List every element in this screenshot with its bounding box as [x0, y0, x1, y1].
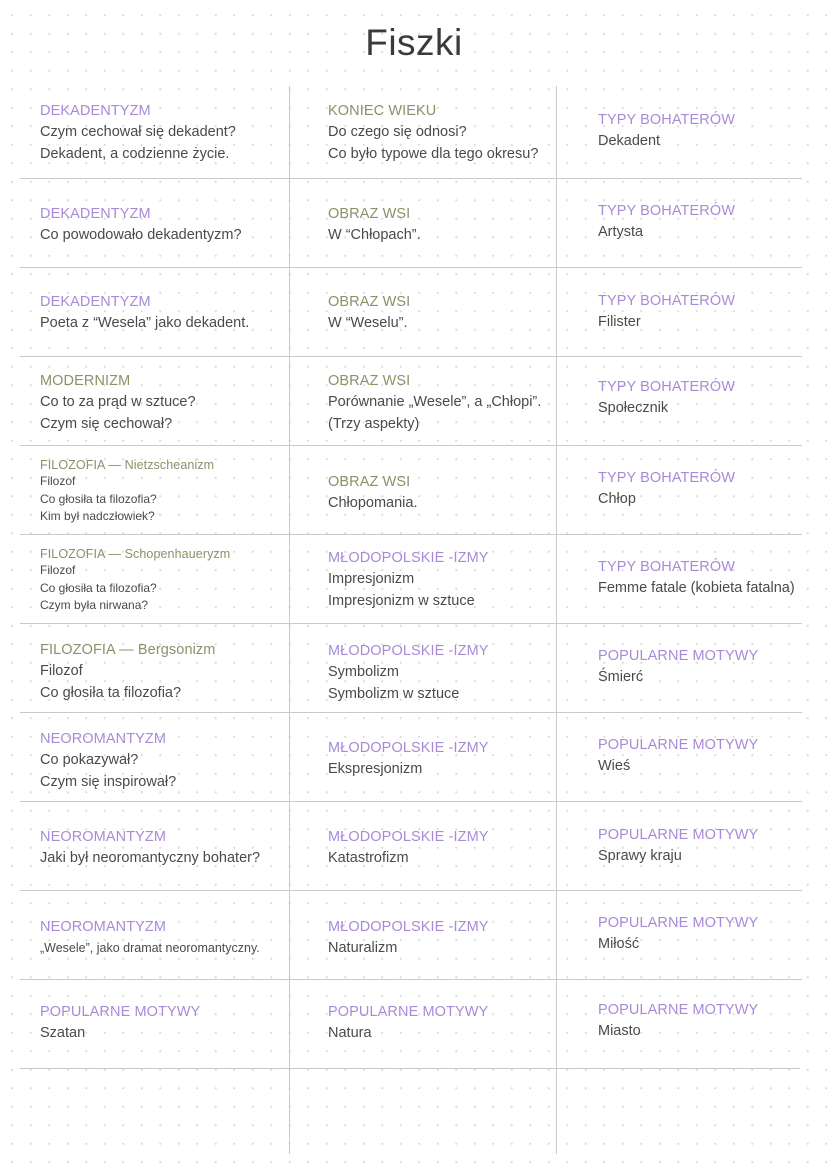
category-label: POPULARNE MOTYWY: [328, 1004, 489, 1020]
flashcard-question: Sprawy kraju: [598, 848, 682, 864]
row-divider: [20, 534, 802, 535]
flashcard-question: Co było typowe dla tego okresu?: [328, 146, 539, 162]
flashcard-category: [40, 204, 290, 224]
column-divider: [556, 86, 557, 1154]
flashcard[interactable]: [598, 646, 828, 688]
row-divider: [20, 623, 802, 624]
flashcard-question: Filozof: [40, 563, 76, 577]
subcategory-label: — Bergsonizm: [119, 642, 216, 658]
flashcard-question: W “Weselu”.: [328, 315, 408, 331]
flashcard-question: Naturalizm: [328, 940, 398, 956]
category-label: POPULARNE MOTYWY: [598, 827, 759, 843]
flashcard-question: Artysta: [598, 224, 644, 240]
flashcard[interactable]: [328, 101, 578, 165]
flashcard[interactable]: [598, 735, 828, 777]
flashcard-category: [598, 825, 828, 845]
flashcard[interactable]: [40, 917, 290, 959]
flashcard[interactable]: [598, 913, 828, 955]
category-label: POPULARNE MOTYWY: [598, 648, 759, 664]
category-label: NEOROMANTYZM: [40, 919, 167, 935]
flashcard[interactable]: [40, 371, 290, 435]
flashcard-category: [328, 472, 578, 492]
column-divider: [289, 86, 290, 1154]
category-label: TYPY BOHATERÓW: [598, 203, 736, 219]
flashcard[interactable]: [598, 291, 828, 333]
subcategory-label: — Nietzscheanizm: [108, 458, 215, 472]
flashcard[interactable]: [598, 468, 828, 510]
flashcard-question: Ekspresjonizm: [328, 761, 423, 777]
flashcard-question: Co głosiła ta filozofia?: [40, 685, 182, 701]
flashcard-question: Symbolizm w sztuce: [328, 686, 460, 702]
flashcard[interactable]: [40, 101, 290, 165]
flashcard-question: Śmierć: [598, 669, 644, 685]
flashcard-question: Czym była nirwana?: [40, 598, 149, 612]
row-divider: [20, 801, 802, 802]
flashcard-category: [328, 641, 578, 661]
flashcard[interactable]: [328, 292, 578, 334]
flashcard-category: [40, 292, 290, 312]
category-label: DEKADENTYZM: [40, 206, 151, 222]
flashcard-category: [40, 371, 290, 391]
flashcard-category: [40, 729, 290, 749]
flashcard[interactable]: [40, 640, 290, 704]
category-label: TYPY BOHATERÓW: [598, 470, 736, 486]
flashcard-category: [328, 204, 578, 224]
flashcard[interactable]: [40, 729, 290, 793]
category-label: TYPY BOHATERÓW: [598, 559, 736, 575]
flashcard-question: „Wesele”, jako dramat neoromantyczny.: [40, 941, 260, 955]
category-label: OBRAZ WSI: [328, 474, 411, 490]
flashcard-question: Filozof: [40, 474, 76, 488]
flashcard[interactable]: [40, 1002, 290, 1044]
flashcard-category: [328, 548, 578, 568]
flashcard-category: [40, 546, 290, 562]
flashcard-question: Co pokazywał?: [40, 752, 139, 768]
flashcard[interactable]: [598, 825, 828, 867]
flashcard-question: Miasto: [598, 1023, 641, 1039]
category-label: POPULARNE MOTYWY: [40, 1004, 201, 1020]
flashcard-question: Do czego się odnosi?: [328, 124, 467, 140]
row-divider: [20, 1068, 800, 1069]
category-label: NEOROMANTYZM: [40, 829, 167, 845]
page-title: Fiszki: [365, 22, 463, 63]
flashcard[interactable]: [40, 546, 290, 615]
subcategory-label: — Schopenhaueryzm: [108, 547, 231, 561]
flashcard[interactable]: [598, 110, 828, 152]
flashcard-category: [598, 913, 828, 933]
flashcard-question: Porównanie „Wesele”, a „Chłopi”.: [328, 394, 542, 410]
category-label: MODERNIZM: [40, 373, 131, 389]
flashcard-category: [598, 557, 828, 577]
category-label: OBRAZ WSI: [328, 373, 411, 389]
flashcard-question: Poeta z “Wesela” jako dekadent.: [40, 315, 250, 331]
flashcard-category: [40, 101, 290, 121]
flashcard-question: Dekadent: [598, 133, 661, 149]
flashcard[interactable]: [40, 827, 290, 869]
flashcard-category: [598, 110, 828, 130]
flashcard-question: Co to za prąd w sztuce?: [40, 394, 196, 410]
category-label: OBRAZ WSI: [328, 294, 411, 310]
flashcard-question: Czym się cechował?: [40, 416, 173, 432]
flashcard-question: Filister: [598, 314, 641, 330]
category-label: POPULARNE MOTYWY: [598, 1002, 759, 1018]
flashcard-question: Femme fatale (kobieta fatalna): [598, 580, 795, 596]
category-label: OBRAZ WSI: [328, 206, 411, 222]
flashcard[interactable]: [40, 292, 290, 334]
flashcard-question: Wieś: [598, 758, 631, 774]
flashcard[interactable]: [598, 377, 828, 419]
row-divider: [20, 445, 802, 446]
flashcard-question: Katastrofizm: [328, 850, 409, 866]
flashcard-question: Symbolizm: [328, 664, 399, 680]
flashcard-category: [328, 101, 578, 121]
category-label: DEKADENTYZM: [40, 103, 151, 119]
flashcard-category: [328, 917, 578, 937]
row-divider: [20, 267, 802, 268]
flashcard[interactable]: [328, 827, 578, 869]
flashcard[interactable]: [328, 917, 578, 959]
flashcard-category: [598, 1000, 828, 1020]
flashcard-category: [598, 201, 828, 221]
category-label: DEKADENTYZM: [40, 294, 151, 310]
category-label: FILOZOFIA: [40, 458, 105, 472]
flashcard-category: [40, 917, 290, 937]
flashcard-question: Jaki był neoromantyczny bohater?: [40, 850, 261, 866]
category-label: TYPY BOHATERÓW: [598, 293, 736, 309]
row-divider: [20, 890, 802, 891]
flashcard-question: Czym cechował się dekadent?: [40, 124, 236, 140]
flashcard-question: Szatan: [40, 1025, 86, 1041]
flashcard[interactable]: [328, 548, 578, 612]
category-label: TYPY BOHATERÓW: [598, 379, 736, 395]
flashcard-category: [328, 738, 578, 758]
flashcard[interactable]: [328, 371, 578, 435]
flashcard-question: Społecznik: [598, 400, 669, 416]
flashcard[interactable]: [598, 557, 828, 599]
flashcard-category: [40, 640, 290, 660]
flashcard[interactable]: [328, 641, 578, 705]
flashcard[interactable]: [328, 472, 578, 514]
flashcard-category: [328, 371, 578, 391]
flashcard[interactable]: [598, 1000, 828, 1042]
flashcard-category: [40, 827, 290, 847]
flashcard-category: [328, 292, 578, 312]
category-label: FILOZOFIA: [40, 547, 105, 561]
category-label: MŁODOPOLSKIE -IZMY: [328, 919, 489, 935]
flashcard-category: [40, 1002, 290, 1022]
flashcard-question: Dekadent, a codzienne życie.: [40, 146, 230, 162]
category-label: POPULARNE MOTYWY: [598, 915, 759, 931]
flashcard-category: [40, 457, 290, 473]
flashcard-category: [598, 377, 828, 397]
flashcard-category: [598, 735, 828, 755]
flashcard-question: Czym się inspirował?: [40, 774, 177, 790]
flashcard-question: Impresjonizm: [328, 571, 415, 587]
row-divider: [20, 356, 802, 357]
category-label: POPULARNE MOTYWY: [598, 737, 759, 753]
flashcard-category: [598, 291, 828, 311]
category-label: MŁODOPOLSKIE -IZMY: [328, 643, 489, 659]
flashcard[interactable]: [40, 457, 290, 526]
category-label: FILOZOFIA: [40, 642, 116, 658]
flashcard-category: [328, 1002, 578, 1022]
flashcard-question: (Trzy aspekty): [328, 416, 420, 432]
flashcard-question: Natura: [328, 1025, 372, 1041]
row-divider: [20, 979, 802, 980]
category-label: MŁODOPOLSKIE -IZMY: [328, 740, 489, 756]
category-label: NEOROMANTYZM: [40, 731, 167, 747]
flashcard-question: Co głosiła ta filozofia?: [40, 580, 157, 595]
category-label: KONIEC WIEKU: [328, 103, 437, 119]
flashcard-category: [598, 646, 828, 666]
flashcard-category: [598, 468, 828, 488]
flashcard[interactable]: [328, 1002, 578, 1044]
flashcard-category: [328, 827, 578, 847]
flashcard-question: Co głosiła ta filozofia?: [40, 491, 157, 506]
flashcard-question: Filozof: [40, 663, 83, 679]
flashcard-question: Co powodowało dekadentyzm?: [40, 227, 242, 243]
flashcard-question: Chłopomania.: [328, 495, 418, 511]
row-divider: [20, 712, 802, 713]
flashcard[interactable]: [328, 738, 578, 780]
flashcard-question: Impresjonizm w sztuce: [328, 593, 475, 609]
category-label: MŁODOPOLSKIE -IZMY: [328, 550, 489, 566]
flashcard[interactable]: [598, 201, 828, 243]
flashcard-question: W “Chłopach”.: [328, 227, 421, 243]
flashcard[interactable]: [40, 204, 290, 246]
category-label: MŁODOPOLSKIE -IZMY: [328, 829, 489, 845]
category-label: TYPY BOHATERÓW: [598, 112, 736, 128]
row-divider: [20, 178, 802, 179]
flashcard[interactable]: [328, 204, 578, 246]
flashcard-question: Chłop: [598, 491, 636, 507]
flashcard-question: Miłość: [598, 936, 640, 952]
flashcard-question: Kim był nadczłowiek?: [40, 509, 155, 523]
